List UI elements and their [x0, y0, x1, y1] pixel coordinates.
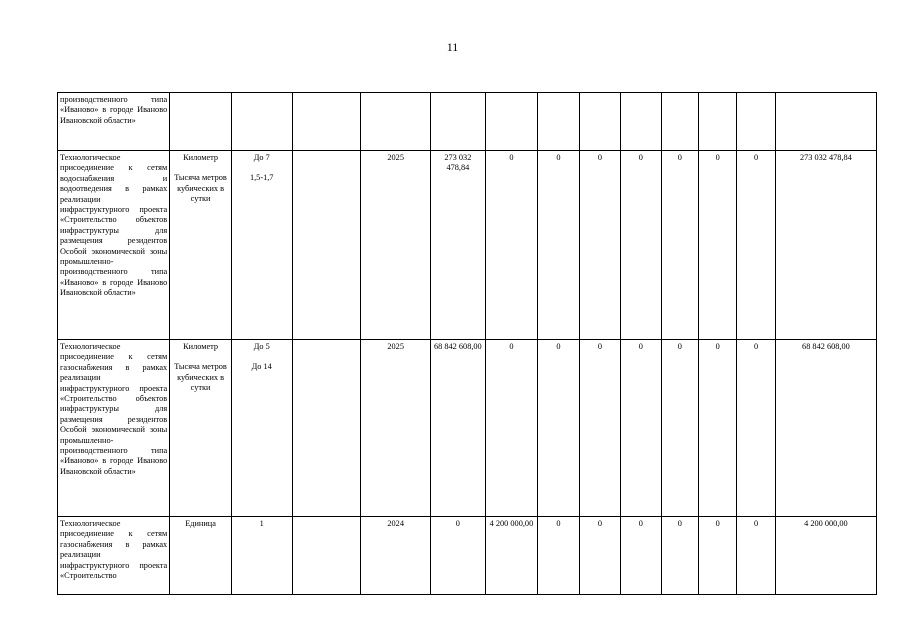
value-cell: 0 [698, 340, 736, 517]
value-cell: 0 [579, 340, 620, 517]
amount-cell: 273 032 478,84 [431, 151, 486, 340]
value-cell: 4 200 000,00 [485, 517, 538, 595]
quantity-cell [231, 151, 292, 340]
value-cell: 0 [661, 340, 698, 517]
value-cell: 0 [538, 151, 579, 340]
empty-cell [292, 517, 361, 595]
quantity-secondary: 1,5-1,7 [249, 173, 274, 183]
empty-cell [292, 93, 361, 151]
value-cell [538, 93, 579, 151]
unit-secondary: Тысяча метров кубических в сутки [174, 173, 227, 204]
value-cell: 0 [698, 151, 736, 340]
value-cell: 0 [661, 517, 698, 595]
table-row [58, 517, 877, 595]
unit-primary: Километр [183, 342, 219, 351]
unit-cell [170, 517, 232, 595]
year-cell: 2025 [361, 151, 431, 340]
value-cell [737, 93, 775, 151]
value-cell: 0 [579, 151, 620, 340]
value-cell: 0 [538, 340, 579, 517]
value-cell [661, 93, 698, 151]
total-cell: 4 200 000,00 [775, 517, 876, 595]
value-cell: 0 [621, 340, 661, 517]
measure-name: Технологическое присоединение к сетям водоснабжения и водоотведения в рамках реализации инфраструктурного проекта «Строительство объектов инфраструктуры для размещения резидентов Особой экономической зоны промышленно-производственного типа «Иваново» в городе Иваново Ивановской области» [58, 151, 170, 340]
year-cell: 2024 [361, 517, 431, 595]
year-cell [361, 93, 431, 151]
quantity-primary: До 5 [253, 342, 270, 351]
measure-name: Технологическое присоединение к сетям газоснабжения в рамках реализации инфраструктурного проекта «Строительство [58, 517, 170, 595]
value-cell [579, 93, 620, 151]
unit-cell [170, 93, 232, 151]
table-row [58, 93, 877, 151]
table-row [58, 340, 877, 517]
total-cell [775, 93, 876, 151]
unit-primary: Единица [185, 519, 216, 528]
value-cell: 0 [485, 340, 538, 517]
total-cell: 273 032 478,84 [775, 151, 876, 340]
empty-cell [292, 151, 361, 340]
quantity-cell [231, 93, 292, 151]
unit-primary: Километр [183, 153, 219, 162]
value-cell: 0 [737, 340, 775, 517]
quantity-primary: До 7 [253, 153, 270, 162]
value-cell: 0 [661, 151, 698, 340]
value-cell [698, 93, 736, 151]
quantity-secondary: До 14 [251, 362, 272, 372]
value-cell: 0 [698, 517, 736, 595]
value-cell: 0 [485, 151, 538, 340]
quantity-primary: 1 [259, 519, 264, 528]
value-cell: 0 [737, 151, 775, 340]
unit-cell [170, 151, 232, 340]
value-cell: 0 [579, 517, 620, 595]
value-cell: 0 [621, 517, 661, 595]
page-number: 11 [446, 40, 459, 54]
quantity-cell [231, 517, 292, 595]
value-cell: 0 [737, 517, 775, 595]
empty-cell [292, 340, 361, 517]
amount-cell: 0 [431, 517, 486, 595]
unit-cell [170, 340, 232, 517]
total-cell: 68 842 608,00 [775, 340, 876, 517]
value-cell [621, 93, 661, 151]
amount-cell [431, 93, 486, 151]
quantity-cell [231, 340, 292, 517]
value-cell: 0 [621, 151, 661, 340]
year-cell: 2025 [361, 340, 431, 517]
measure-name: Технологическое присоединение к сетям газоснабжения в рамках реализации инфраструктурного проекта «Строительство объектов инфраструктуры для размещения резидентов Особой экономической зоны промышленно-производственного типа «Иваново» в городе Иваново Ивановской области» [58, 340, 170, 517]
amount-cell: 68 842 608,00 [431, 340, 486, 517]
measure-name: производственного типа «Иваново» в городе Иваново Ивановской области» [58, 93, 170, 151]
unit-secondary: Тысяча метров кубических в сутки [174, 362, 227, 393]
budget-table [57, 92, 877, 595]
value-cell [485, 93, 538, 151]
table-row [58, 151, 877, 340]
value-cell: 0 [538, 517, 579, 595]
